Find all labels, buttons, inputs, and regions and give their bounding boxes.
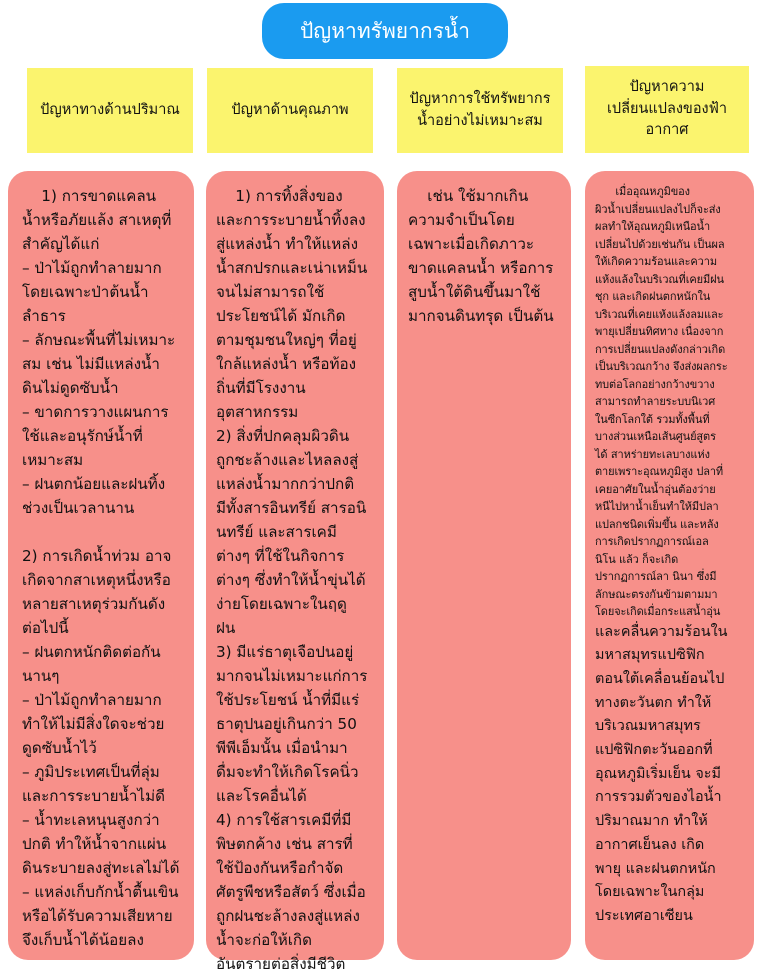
text-line: พายุเปลี่ยนทิศทาง เนื่องจาก [595,325,724,338]
text-line: ดินไม่ดูดซับน้ำ [22,379,119,397]
text-line: ให้เกิดความร้อนและความ [595,255,717,268]
text-line: ทางตะวันตก ทำให้ [595,694,712,711]
text-line: พายุ และฝนตกหนัก [595,860,716,877]
text-line: น้ำหรือภัยแล้ง สาเหตุที่ [22,211,172,229]
text-line: ถูกชะล้างและไหลลงสู่ [216,451,359,469]
text-line: ประโยชน์ได้ มักเกิด [216,307,346,325]
heading-climate-change-text: ปัญหาความเปลี่ยนแปลงของฟ้าอากาศ [606,78,728,139]
heading-improper-use-text: ปัญหาการใช้ทรัพยากรน้ำอย่างไม่เหมาะสม [409,90,551,129]
text-line: ตายเพราะอุณหภูมิสูง ปลาที่ [595,465,724,478]
text-line: โดยเฉพาะในกลุ่ม [595,884,705,901]
text-line: ต่างๆ ซึ่งทำให้น้ำขุ่นได้ [216,571,366,589]
text-line: เกิดจากสาเหตุหนึ่งหรือ [22,571,171,589]
text-line: เฉพาะเมื่อเกิดภาวะ [408,235,535,253]
text-line: 4) การใช้สารเคมีที่มี [216,811,352,829]
text-line: พีพีเอ็มนั้น เมื่อนำมา [216,739,348,757]
text-line: ทบต่อโลกอย่างกว้างขวาง [595,377,715,391]
text-line: จึงเก็บน้ำได้น้อยลง [22,931,144,949]
text-line: ผลทำให้อุณหภูมิเหนือน้ำ [595,220,711,233]
page-title: ปัญหาทรัพยากรน้ำ [262,3,508,59]
text-line: ต่อไปนี้ [22,619,69,637]
text-line: ชุก และเกิดฝนตกหนักใน [595,290,711,303]
text-line: ประเทศอาเซียน [595,907,693,924]
text-line: ดินระบายลงสู่ทะเลไม่ได้ [22,859,180,877]
text-line: ผิวน้ำเปลี่ยนแปลงไปก็จะส่ง [595,202,721,216]
text-line: 1) การขาดแคลน [22,187,157,205]
text-line: – ฝนตกน้อยและฝนทิ้ง [22,475,166,493]
text-line: – ป่าไม้ถูกทำลายมาก [22,259,162,277]
text-line: 2) สิ่งที่ปกคลุมผิวดิน [216,427,350,445]
text-line: ศัตรูพืชหรือสัตว์ ซึ่งเมื่อ [216,883,366,901]
text-line: เหมาะสม [22,451,84,469]
heading-quantity: ปัญหาทางด้านปริมาณ [27,68,193,153]
text-line: จนไม่สามารถใช้ [216,283,325,301]
text-line: เช่น ใช้มากเกิน [408,187,529,205]
text-line: การรวมตัวของไอน้ำ [595,789,722,806]
text-line: นิโน แล้ว ก็จะเกิด [595,552,679,566]
text-line: ธาตุปนอยู่เกินกว่า 50 [216,715,357,733]
text-line: อันตรายต่อสิ่งมีชีวิต [216,955,346,973]
text-line: แห้งแล้งในบริเวณที่เคยมีฝน [595,272,724,286]
text-line: อุณหภูมิเริ่มเย็น จะมี [595,765,721,782]
text-line: เปลี่ยนไปด้วยเช่นกัน เป็นผล [595,237,725,251]
heading-climate-change [585,66,749,153]
text-line: นานๆ [22,667,60,685]
text-line: ง่ายโดยเฉพาะในฤดู [216,595,347,613]
text-line: โดยจะเกิดเมื่อกระแสน้ำอุ่น [595,605,721,618]
text-line: แปซิฟิกตะวันออกที่ [595,742,713,759]
text-line: ใช้ประโยชน์ น้ำที่มีแร่ [216,691,360,709]
text-line: แหล่งน้ำมากกว่าปกติ [216,475,355,493]
heading-improper-use [397,68,563,153]
climate-large-text [595,621,749,929]
text-line: สำคัญได้แก่ [22,235,100,253]
text-line: ขาดแคลนน้ำ หรือการ [408,259,554,277]
text-line: หลายสาเหตุร่วมกันดัง [22,595,166,613]
text-line: มหาสมุทรแปซิฟิก [595,647,705,664]
text-line: ใกล้แหล่งน้ำ หรือท้อง [216,355,357,373]
text-line: อุตสาหกรรม [216,403,299,421]
card-climate-change [585,171,754,960]
text-line: บริเวณมหาสมุทร [595,718,701,735]
text-line: เป็นบริเวณกว้าง จึงส่งผลกระ [595,360,728,373]
text-line: มีทั้งสารอินทรีย์ สารอนิ [216,499,367,517]
text-line: – แหล่งเก็บกักน้ำตื้นเขิน [22,883,179,901]
heading-quality: ปัญหาด้านคุณภาพ [207,68,373,153]
text-line: และการระบายน้ำไม่ดี [22,787,165,805]
text-line: – ป่าไม้ถูกทำลายมาก [22,691,162,709]
text-line: สูบน้ำใต้ดินขึ้นมาใช้ [408,283,541,301]
text-line: ลักษณะตรงกันข้ามตามมา [595,587,718,601]
text-line: และโรคอื่นได้ [216,787,307,805]
text-line: โดยเฉพาะป่าต้นน้ำ [22,283,149,301]
text-line: ลำธาร [22,307,66,325]
text-line: ได้ สาหร่ายทะเลบางแห่ง [595,447,710,461]
text-line: บริเวณที่เคยแห้งแล้งลมและ [595,307,724,321]
text-line: พิษตกค้าง เช่น สารที่ [216,835,353,853]
text-line: ตอนใต้เคลื่อนย้อนไป [595,670,725,687]
text-line: สู่แหล่งน้ำ ทำให้แหล่ง [216,235,359,253]
text-line: มากจนดินทรุด เป็นต้น [408,307,554,325]
text-line: บางส่วนเหนือเส้นศูนย์สูตร [595,430,716,443]
text-line: ปกติ ทำให้น้ำจากแผ่น [22,835,167,853]
text-line: หนีไปหาน้ำเย็นทำให้มีปลา [595,500,719,513]
text-line: ความจำเป็นโดย [408,211,515,229]
text-line: แปลกชนิดเพิ่มขึ้น และหลัง [595,517,719,531]
text-line: – ภูมิประเทศเป็นที่ลุ่ม [22,763,160,781]
text-line: – ขาดการวางแผนการ [22,403,169,421]
text-line: ดูดซับน้ำไว้ [22,739,97,757]
text-line: – ฝนตกหนักติดต่อกัน [22,643,161,661]
text-line: ช่วงเป็นเวลานาน [22,499,135,517]
text-line: น้ำจะก่อให้เกิด [216,931,312,949]
text-line: ถูกฝนชะล้างลงสู่แหล่ง [216,907,360,925]
text-line: 2) การเกิดน้ำท่วม อาจ [22,547,172,565]
text-line: ใช้ป้องกันหรือกำจัด [216,859,344,877]
text-line: น้ำสกปรกและเน่าเหม็น [216,259,368,277]
card-quantity [8,171,194,960]
card-improper-use [397,171,571,960]
text-line: 1) การทิ้งสิ่งของ [216,187,343,205]
text-line: ปรากฏการณ์ลา นินา ซึ่งมี [595,570,717,583]
text-line: และการระบายน้ำทิ้งลง [216,211,366,229]
text-line: – น้ำทะเลหนุนสูงกว่า [22,811,160,829]
text-line: เมื่ออุณหภูมิของ [595,185,690,198]
climate-small-text [595,183,749,621]
text-line: ในซีกโลกใต้ รวมทั้งพื้นที่ [595,412,710,426]
text-line [22,520,186,544]
text-line: นทรีย์ และสารเคมี [216,523,337,541]
text-line: สามารถทำลายระบบนิเวศ [595,395,716,408]
text-line: ทำให้ไม่มีสิ่งใดจะช่วย [22,715,165,733]
text-line: หรือได้รับความเสียหาย [22,907,173,925]
text-line: อากาศเย็นลง เกิด [595,836,705,853]
text-line: การเกิดปรากฏการณ์เอล [595,535,709,548]
text-line: ฝน [216,619,236,637]
text-line: ดื่มจะทำให้เกิดโรคนิ่ว [216,763,359,781]
text-line: ถิ่นที่มีโรงงาน [216,379,306,397]
text-line: และคลื่นความร้อนใน [595,623,728,640]
text-line: ปริมาณมาก ทำให้ [595,813,708,830]
text-line: สม เช่น ไม่มีแหล่งน้ำ [22,355,160,373]
text-line: มากจนไม่เหมาะแก่การ [216,667,368,685]
text-line: การเปลี่ยนแปลงดังกล่าวเกิด [595,342,726,356]
text-line: – ลักษณะพื้นที่ไม่เหมาะ [22,331,176,349]
text-line: เคยอาศัยในน้ำอุ่นต้องว่าย [595,482,716,496]
text-line: 3) มีแร่ธาตุเจือปนอยู่ [216,643,354,661]
text-line: ใช้และอนุรักษ์น้ำที่ [22,427,143,445]
card-quality [206,171,384,973]
text-line: ต่างๆ ที่ใช้ในกิจการ [216,547,345,565]
text-line: ตามชุมชนใหญ่ๆ ที่อยู่ [216,331,357,349]
